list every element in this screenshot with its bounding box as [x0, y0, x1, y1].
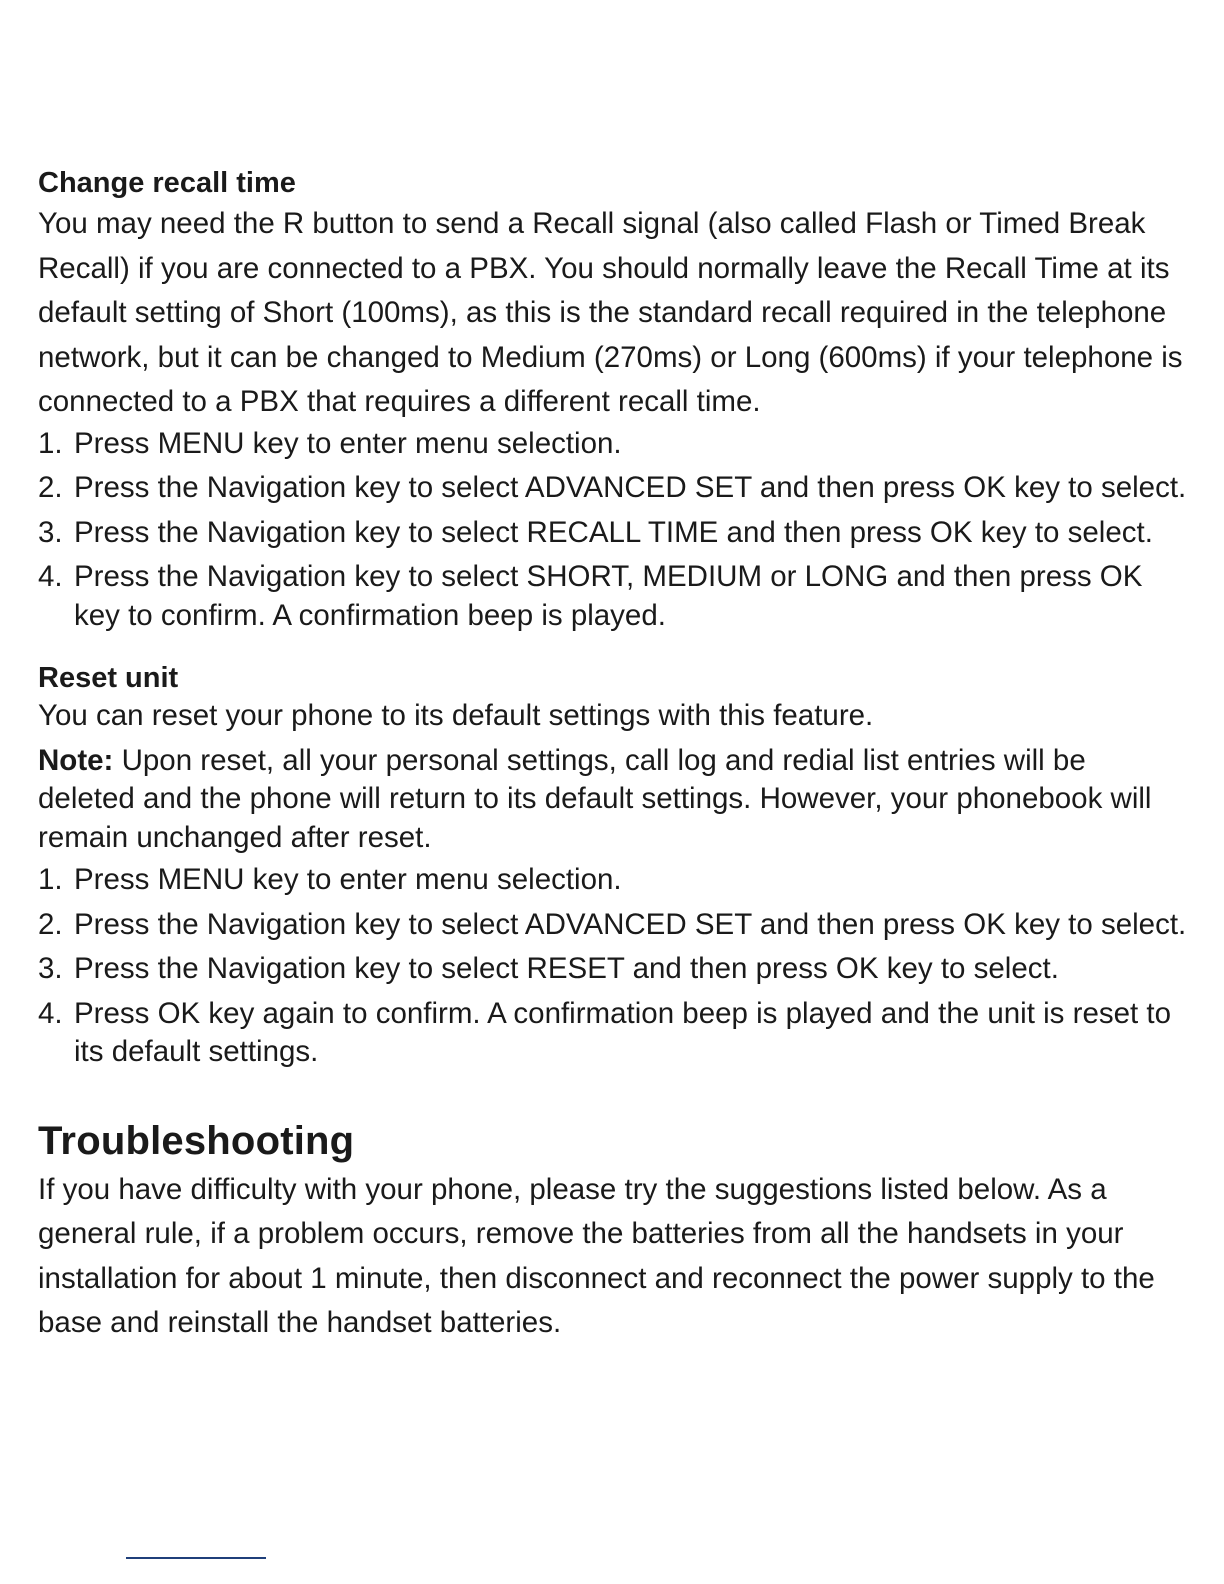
list-item — [38, 425, 1188, 464]
list-item — [38, 469, 1188, 508]
step-number: 1. — [38, 426, 63, 460]
troubleshooting-intro-paragraph: If you have difficulty with your phone, please try the suggestions listed below. As a general rule, if a problem occurs, remove the batteries from all the handsets in your installation for about 1 minute, then disconnect and reconnect the power supply to the base and reinstall the handset batteries. — [38, 1172, 1155, 1339]
note-label: Note: — [38, 743, 114, 777]
list-item — [38, 906, 1188, 945]
section-title-recall: Change recall time — [38, 167, 296, 199]
section-troubleshooting — [38, 1116, 1188, 1346]
step-text: Press MENU key to enter menu selection. — [74, 863, 622, 896]
step-text: Press the Navigation key to select ADVANCED SET and then press OK key to select. — [74, 471, 1187, 504]
step-text: Press the Navigation key to select RECALL TIME and then press OK key to select. — [74, 515, 1153, 549]
list-item — [38, 514, 1188, 553]
step-number: 4. — [38, 996, 63, 1030]
recall-intro-paragraph: You may need the R button to send a Recall signal (also called Flash or Timed Break Recall) if you are connected to a PBX. You should normally leave the Recall Time at its default setting of Short (100ms), as this is the standard recall required in the telephone network, but it can be changed to Medium (270ms) or Long (600ms) if your telephone is connected to a PBX that requires a different recall time. — [38, 207, 1183, 418]
step-text: Press the Navigation key to select RESET and then press OK key to select. — [74, 952, 1059, 985]
step-number: 3. — [38, 952, 63, 985]
manual-page — [38, 164, 1188, 1346]
section-title-troubleshooting: Troubleshooting — [38, 1118, 355, 1163]
list-item — [38, 558, 1188, 635]
step-number: 3. — [38, 515, 63, 549]
list-item — [38, 861, 1188, 900]
note-text: Upon reset, all your personal settings, call log and redial list entries will be deleted and the phone will return to its default settings. However, your phonebook will remain unchanged after reset. — [38, 743, 1152, 854]
reset-intro-paragraph: You can reset your phone to its default settings with this feature. — [38, 699, 874, 732]
list-item — [38, 950, 1188, 989]
footer-divider — [126, 1557, 266, 1559]
recall-steps-list — [38, 425, 1188, 636]
step-number: 1. — [38, 863, 63, 896]
step-text: Press the Navigation key to select ADVANCED SET and then press OK key to select. — [74, 907, 1187, 941]
step-number: 2. — [38, 471, 63, 504]
section-title-reset: Reset unit — [38, 662, 179, 694]
reset-note-paragraph — [38, 742, 1188, 858]
list-item — [38, 995, 1188, 1072]
step-text: Press MENU key to enter menu selection. — [74, 426, 622, 460]
reset-steps-list — [38, 861, 1188, 1072]
step-number: 2. — [38, 907, 63, 941]
step-text: Press the Navigation key to select SHORT, MEDIUM or LONG and then press OK key to confirm. A confirmation beep is played. — [74, 560, 1143, 632]
section-change-recall-time — [38, 164, 1188, 635]
step-text: Press OK key again to confirm. A confirmation beep is played and the unit is reset to its default settings. — [74, 996, 1172, 1068]
section-reset-unit — [38, 659, 1188, 1072]
step-number: 4. — [38, 560, 63, 593]
